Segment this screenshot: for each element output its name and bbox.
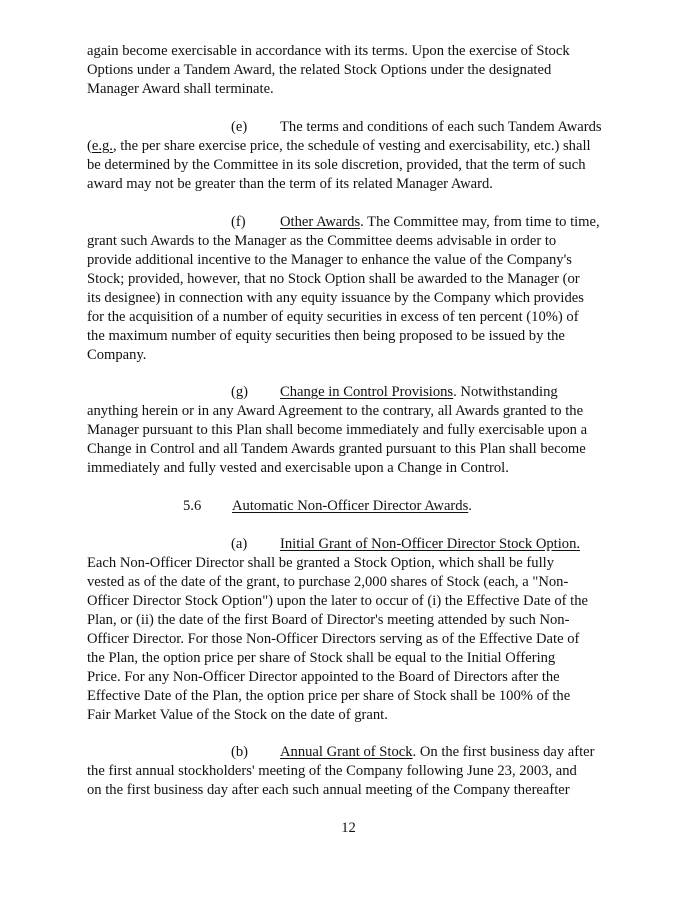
section-number: 5.6 bbox=[183, 498, 202, 514]
text-line: the first annual stockholders' meeting of the Company following June 23, 2003, and bbox=[87, 763, 577, 779]
text-line: on the first business day after each such annual meeting of the Company thereafter bbox=[87, 782, 570, 798]
text-line: be determined by the Committee in its sole discretion, provided, that the term of such bbox=[87, 157, 586, 173]
paragraph-label: (f) bbox=[231, 214, 246, 230]
text-line: Change in Control and all Tandem Awards granted pursuant to this Plan shall become bbox=[87, 441, 586, 457]
text-span: . bbox=[576, 536, 581, 552]
text-line: Stock; provided, however, that no Stock Option shall be awarded to the Manager (or bbox=[87, 271, 580, 287]
paragraph-heading: Change in Control Provisions bbox=[280, 384, 454, 400]
text-line bbox=[280, 535, 580, 554]
text-line: grant such Awards to the Manager as the Committee deems advisable in order to bbox=[87, 233, 557, 249]
text-line: Price. For any Non-Officer Director appointed to the Board of Directors after the bbox=[87, 669, 560, 685]
text-span: . bbox=[468, 498, 472, 514]
paragraph-heading bbox=[280, 536, 580, 552]
text-line bbox=[87, 137, 591, 156]
paren-open: ( bbox=[87, 138, 92, 154]
text-line: The terms and conditions of each such Tandem Awards bbox=[280, 119, 602, 135]
text-line: Manager pursuant to this Plan shall become immediately and fully exercisable upon a bbox=[87, 422, 588, 438]
eg-abbrev: e.g. bbox=[91, 138, 113, 154]
heading-text: Initial Grant of Non-Officer Director Stock Option bbox=[280, 536, 577, 552]
text-line: Manager Award shall terminate. bbox=[87, 81, 274, 97]
text-line bbox=[280, 213, 600, 232]
text-line: its designee) in connection with any equity issuance by the Company which provides bbox=[87, 290, 584, 306]
text-line: immediately and fully vested and exercisable upon a Change in Control. bbox=[87, 460, 509, 476]
section-heading-line bbox=[232, 497, 472, 516]
text-line: Officer Director Stock Option") upon the later to occur of (i) the Effective Date of the bbox=[87, 593, 589, 609]
paragraph-label: (b) bbox=[231, 744, 249, 760]
text-line: Fair Market Value of the Stock on the date of grant. bbox=[87, 707, 388, 723]
text-line: the Plan, the option price per share of Stock shall be equal to the Initial Offering bbox=[87, 650, 556, 666]
text-line: Options under a Tandem Award, the related Stock Options under the designated bbox=[87, 62, 552, 78]
text-span: , the per share exercise price, the schedule of vesting and exercisability, etc.) shall bbox=[112, 138, 591, 154]
section-heading: Automatic Non-Officer Director Awards bbox=[232, 498, 469, 514]
text-line: the maximum number of equity securities then being proposed to be issued by the bbox=[87, 328, 565, 344]
text-line: award may not be greater than the term of its related Manager Award. bbox=[87, 176, 493, 192]
text-line: anything herein or in any Award Agreement to the contrary, all Awards granted to the bbox=[87, 403, 584, 419]
text-line: Plan, or (ii) the date of the first Board of Director's meeting attended by such Non- bbox=[87, 612, 570, 628]
text-line: for the acquisition of a number of equity securities in excess of ten percent (10%) of bbox=[87, 309, 579, 325]
text-line: Officer Director. For those Non-Officer Directors serving as of the Effective Date of bbox=[87, 631, 580, 647]
text-line: Company. bbox=[87, 347, 147, 363]
paragraph-heading: Annual Grant of Stock bbox=[280, 744, 413, 760]
paragraph-label: (a) bbox=[231, 536, 248, 552]
text-line: again become exercisable in accordance with its terms. Upon the exercise of Stock bbox=[87, 43, 570, 59]
page-number: 12 bbox=[341, 820, 356, 836]
paragraph-label: (e) bbox=[231, 119, 248, 135]
text-span: . The Committee may, from time to time, bbox=[360, 214, 600, 230]
text-span: . On the first business day after bbox=[412, 744, 595, 760]
paragraph-label: (g) bbox=[231, 384, 249, 400]
text-line: vested as of the date of the grant, to purchase 2,000 shares of Stock (each, a "Non- bbox=[87, 574, 569, 590]
text-line bbox=[280, 743, 595, 762]
text-line: provide additional incentive to the Manager to enhance the value of the Company's bbox=[87, 252, 572, 268]
text-line: Effective Date of the Plan, the option price per share of Stock shall be 100% of the bbox=[87, 688, 571, 704]
text-line: Each Non-Officer Director shall be granted a Stock Option, which shall be fully bbox=[87, 555, 554, 571]
paragraph-heading: Other Awards bbox=[280, 214, 361, 230]
text-line bbox=[280, 383, 558, 402]
text-span: . Notwithstanding bbox=[453, 384, 558, 400]
